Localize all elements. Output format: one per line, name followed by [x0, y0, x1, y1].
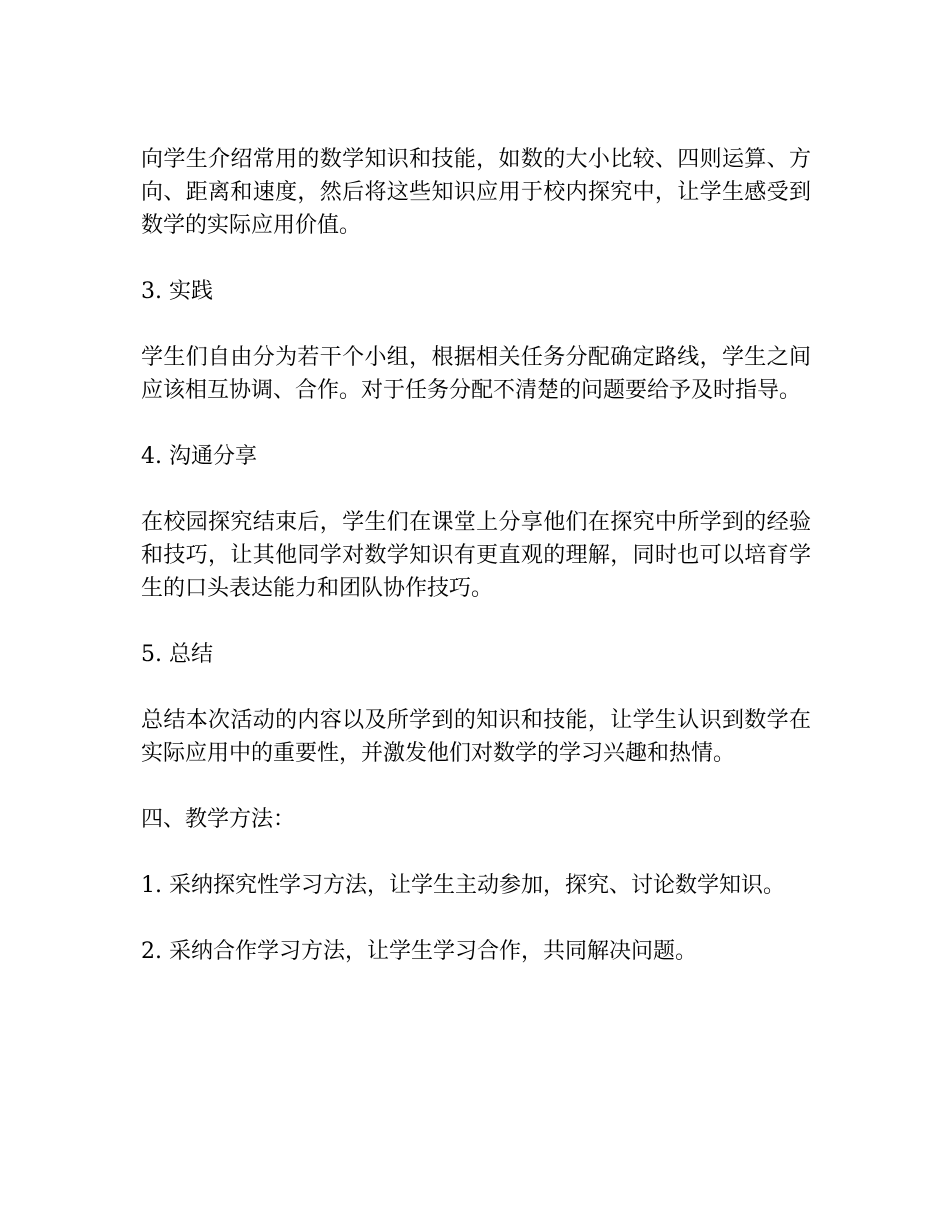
heading-summary: 5. 总结: [141, 642, 213, 667]
heading-teaching-methods: 四、教学方法：: [141, 807, 296, 832]
paragraph-intro-knowledge: 向学生介绍常用的数学知识和技能，如数的大小比较、四则运算、方向、距离和速度，然后将这些知识应用于校内探究中，让学生感受到数学的实际应用价值。: [141, 147, 811, 238]
heading-practice: 3. 实践: [141, 279, 213, 304]
method-item-cooperative: 2. 采纳合作学习方法，让学生学习合作，共同解决问题。: [141, 939, 697, 964]
method-item-inquiry: 1. 采纳探究性学习方法，让学生主动参加，探究、讨论数学知识。: [141, 873, 785, 898]
document-body: [141, 143, 811, 1001]
paragraph-summary: 总结本次活动的内容以及所学到的知识和技能，让学生认识到数学在实际应用中的重要性，并激发他们对数学的学习兴趣和热情。: [141, 708, 811, 766]
paragraph-communication-sharing: 在校园探究结束后，学生们在课堂上分享他们在探究中所学到的经验和技巧，让其他同学对数学知识有更直观的理解，同时也可以培育学生的口头表达能力和团队协作技巧。: [141, 510, 811, 601]
heading-communication-sharing: 4. 沟通分享: [141, 444, 257, 469]
paragraph-practice: 学生们自由分为若干个小组，根据相关任务分配确定路线，学生之间应该相互协调、合作。对于任务分配不清楚的问题要给予及时指导。: [141, 345, 811, 403]
